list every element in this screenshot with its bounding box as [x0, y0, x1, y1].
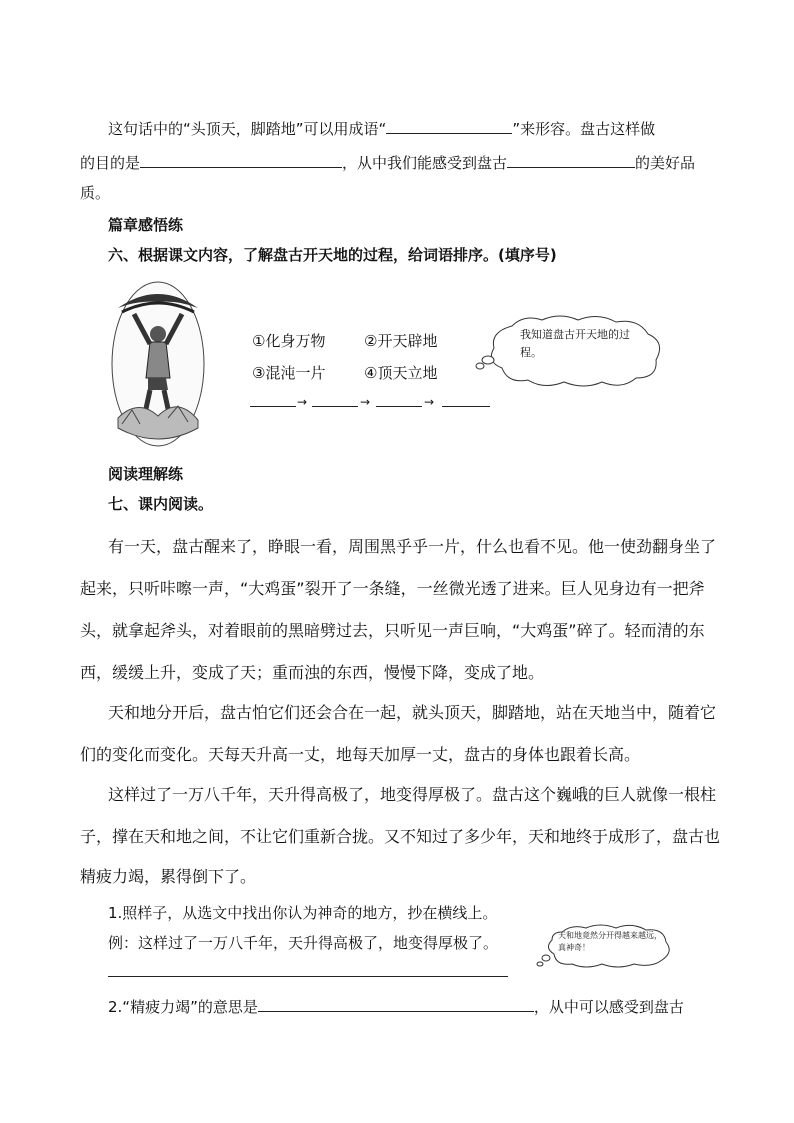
sub-question-2-text-a: 2.“精疲力竭”的意思是: [108, 998, 258, 1016]
pangu-illustration: [108, 278, 208, 450]
thought-bubble-text: 我知道盘古开天地的过程。: [520, 328, 630, 359]
q5-line3: 质。: [80, 184, 111, 202]
answer-blank-meaning[interactable]: [258, 997, 534, 1012]
passage-p2-line1: 天和地分开后，盘古怕它们还会合在一起，就头顶天，脚踏地，站在天地当中，随着它: [108, 703, 717, 722]
sequence-blank-4[interactable]: [442, 406, 490, 407]
passage-p1-line3: 头，就拿起斧头，对着眼前的黑暗劈过去，只听见一声巨响，“大鸡蛋”碎了。轻而清的东: [80, 621, 705, 640]
answer-blank-purpose[interactable]: [140, 153, 342, 168]
arrow-right-icon: →: [424, 395, 435, 409]
q5-line2-text-a: 的目的是: [80, 154, 141, 172]
sequence-blank-2[interactable]: [312, 406, 358, 407]
q5-line2: [80, 152, 695, 173]
q5-line2-text-c: 的美好品: [635, 154, 696, 172]
passage-p3-line1: 这样过了一万八千年，天升得高极了，地变得厚极了。盘古这个巍峨的巨人就像一根柱: [108, 785, 717, 804]
sub-question-2: [108, 996, 684, 1017]
sub-question-2-text-b: ，从中可以感受到盘古: [533, 998, 684, 1016]
arrow-right-icon: →: [360, 395, 371, 409]
q5-line2-text-b: ，从中我们能感受到盘古: [342, 154, 508, 172]
option-1: ①化身万物: [252, 332, 326, 350]
section-title-reading: 阅读理解练: [108, 465, 184, 483]
q5-line1-text-a: 这句话中的“头顶天，脚踏地”可以用成语“: [108, 120, 387, 138]
passage-p1-line4: 西，缓缓上升，变成了天；重而浊的东西，慢慢下降，变成了地。: [80, 663, 545, 682]
q7-title: 七、课内阅读。: [108, 495, 214, 513]
arrow-right-icon: →: [297, 395, 308, 409]
option-4: ④顶天立地: [364, 364, 438, 382]
sequence-answer-row: [250, 395, 492, 412]
option-3: ③混沌一片: [252, 364, 326, 382]
passage-p2-line2: 们的变化而变化。天每天升高一丈，地每天加厚一丈，盘古的身体也跟着长高。: [80, 745, 641, 764]
sequence-blank-3[interactable]: [376, 406, 422, 407]
answer-line-sub1[interactable]: [108, 976, 508, 977]
option-2: ②开天辟地: [364, 332, 438, 350]
sub-question-1: 1.照样子，从选文中找出你认为神奇的地方，抄在横线上。: [108, 904, 498, 922]
q6-title: 六、根据课文内容，了解盘古开天地的过程，给词语排序。(填序号): [108, 246, 557, 264]
thought-bubble-text-2: 天和地竟然分开得越来越远，真神奇！: [558, 931, 662, 952]
passage-p1-line1: 有一天，盘古醒来了，睁眼一看，周围黑乎乎一片，什么也看不见。他一使劲翻身坐了: [108, 537, 717, 556]
section-title-chapter: 篇章感悟练: [108, 216, 184, 234]
passage-p3-line2: 子，撑在天和地之间，不让它们重新合拢。又不知过了多少年，天和地终于成形了，盘古也: [80, 827, 721, 846]
answer-blank-idiom[interactable]: [386, 119, 512, 134]
passage-p1-line2: 起来，只听咔嚓一声，“大鸡蛋”裂开了一条缝，一丝微光透了进来。巨人见身边有一把斧: [80, 579, 705, 598]
q5-line1-text-b: ”来形容。盘古这样做: [512, 120, 656, 138]
answer-blank-quality[interactable]: [507, 153, 635, 168]
example-sentence: 例：这样过了一万八千年，天升得高极了，地变得厚极了。: [108, 934, 499, 952]
sequence-blank-1[interactable]: [250, 406, 296, 407]
passage-p3-line3: 精疲力竭，累得倒下了。: [80, 867, 257, 886]
q5-line1: [108, 118, 655, 139]
